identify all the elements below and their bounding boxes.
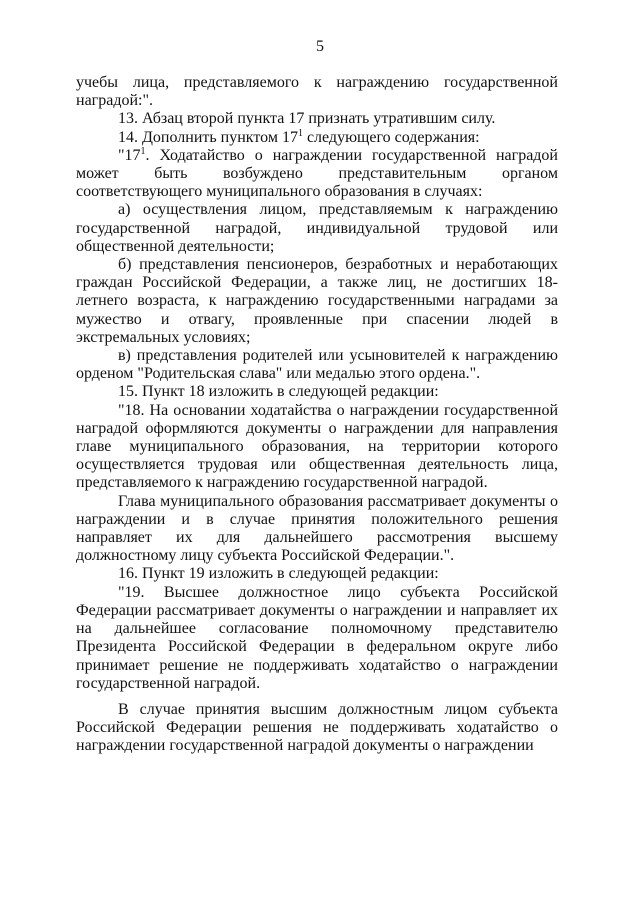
paragraph-subitem-b: б) представления пенсионеров, безработных и неработающих граждан Российской Федерации, а также лиц, не достигших 18-летнего возраста, к награждению государственными наградами за мужество и отвагу, проявленные при спасении людей в экстремальных условиях; (76, 256, 558, 346)
paragraph-item-15: 15. Пункт 18 изложить в следующей редакции: (118, 383, 439, 401)
paragraph-item-14 (76, 129, 558, 147)
document-body (76, 74, 558, 756)
item-14-text-after: следующего содержания: (302, 128, 480, 146)
paragraph-point-17-1 (76, 147, 558, 202)
point-17-1-text-after: . Ходатайство о награждении государственной наградой может быть возбуждено представительным органом соответствующего муниципального образования в случаях: (76, 146, 558, 201)
point-17-1-text-before: "17 (118, 146, 141, 164)
paragraph-item-16: 16. Пункт 19 изложить в следующей редакции: (118, 565, 439, 583)
page-number: 5 (316, 38, 324, 55)
paragraph-point-19-part-2: В случае принятия высшим должностным лицом субъекта Российской Федерации решения не поддерживать ходатайство о награждении государственной наградой документы о награждении (76, 700, 558, 755)
paragraph-point-18-part-2: Глава муниципального образования рассматривает документы о награждении и в случае принятия положительного решения направляет их для дальнейшего рассмотрения высшему должностному лицу субъекта Российской Федерации.". (76, 492, 558, 565)
paragraph-subitem-v: в) представления родителей или усыновителей к награждению орденом "Родительская слава" или медалью этого ордена.". (76, 347, 558, 383)
paragraph-subitem-a: а) осуществления лицом, представляемым к награждению государственной наградой, индивидуальной трудовой или общественной деятельности; (76, 201, 558, 255)
paragraph-point-19: "19. Высшее должностное лицо субъекта Российской Федерации рассматривает документы о награждении и направляет их на дальнейшее согласование полномочному представителю Президента Российской Федерации в федеральном округе либо принимает решение не поддерживать ходатайство о награждении государственной наградой. (76, 583, 558, 692)
paragraph-point-18: "18. На основании ходатайства о награждении государственной наградой оформляются документы о награждении для направления главе муниципального образования, на территории которого осуществляется трудовая или общественная деятельность лица, представляемого к награждению государственной наградой. (76, 401, 558, 492)
item-14-superscript: 1 (297, 127, 303, 139)
item-14-text-before: 14. Дополнить пунктом 17 (118, 128, 298, 146)
paragraph-continuation: учебы лица, представляемого к награждению государственной наградой:". (76, 74, 558, 110)
point-17-1-superscript: 1 (140, 145, 146, 157)
paragraph-item-13: 13. Абзац второй пункта 17 признать утратившим силу. (118, 110, 496, 128)
